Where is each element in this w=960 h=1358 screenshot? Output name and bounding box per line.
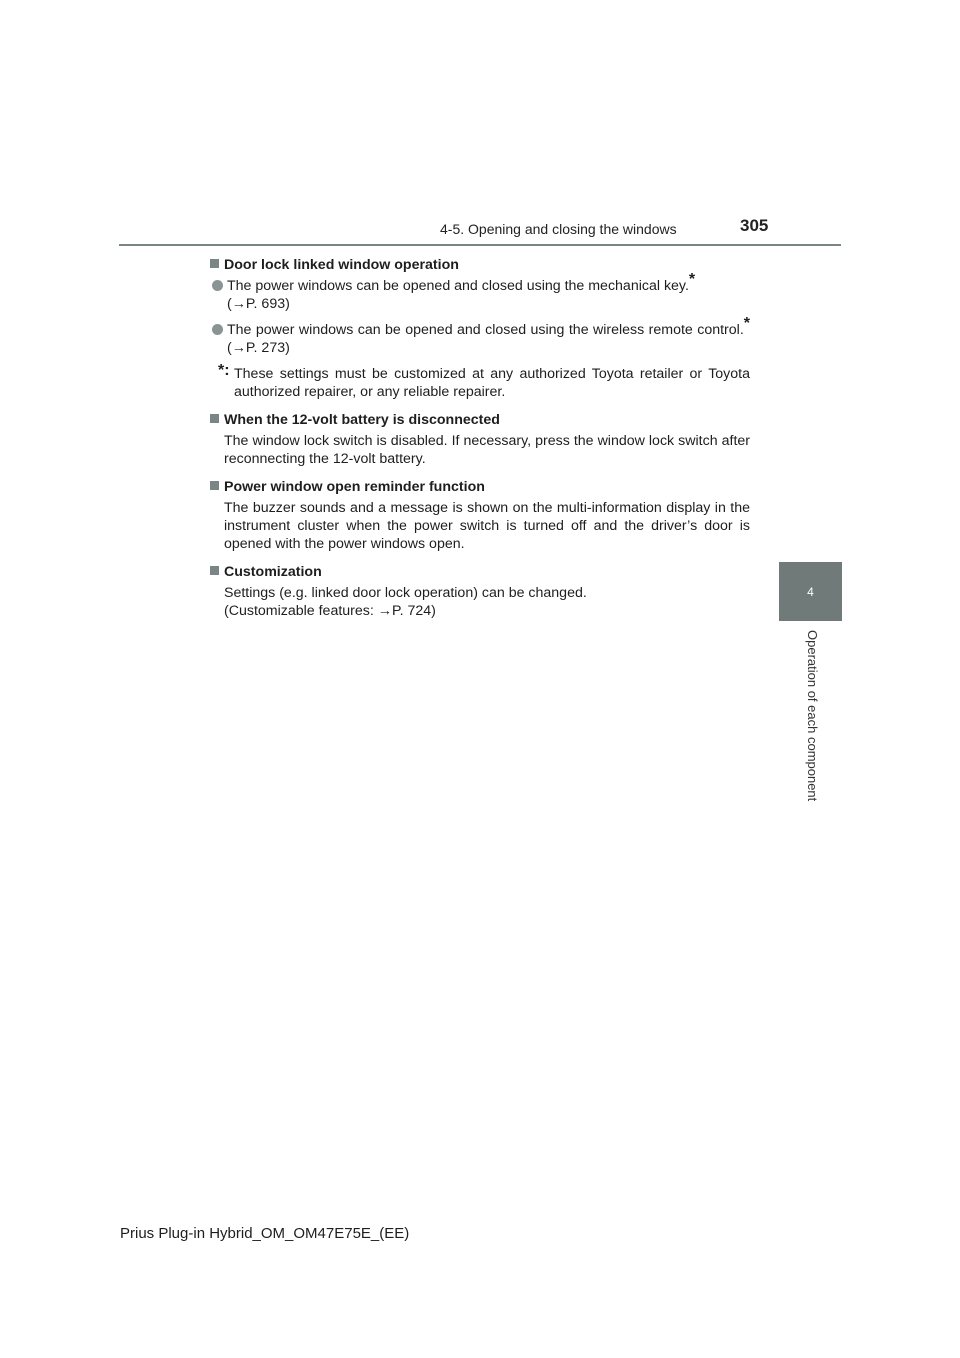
- footnote: [210, 362, 750, 401]
- body-line: Settings (e.g. linked door lock operation) can be changed.: [224, 585, 587, 601]
- page-content: [210, 256, 750, 630]
- asterisk-mark: *: [688, 271, 696, 288]
- section-header-title: 4-5. Opening and closing the windows: [440, 221, 677, 237]
- section-heading: [210, 411, 750, 429]
- header-divider: [119, 244, 841, 246]
- square-bullet-icon: [210, 259, 219, 268]
- section-body: The window lock switch is disabled. If necessary, press the window lock switch after reconnecting the 12-volt battery.: [224, 433, 750, 467]
- bullet-text: The power windows can be opened and closed using the wireless remote control.: [227, 322, 744, 338]
- section-customization: [210, 563, 750, 620]
- section-heading: [210, 563, 750, 581]
- section-body: [224, 584, 750, 620]
- section-open-reminder: [210, 478, 750, 553]
- footnote-text: These settings must be customized at any authorized Toyota retailer or Toyota authorized repairer, or any reliable repairer.: [234, 366, 750, 400]
- heading-text: Power window open reminder function: [224, 479, 485, 495]
- heading-text: Customization: [224, 564, 322, 580]
- heading-text: When the 12-volt battery is disconnected: [224, 412, 500, 428]
- section-heading: [210, 256, 750, 274]
- bullet-text: The power windows can be opened and closed using the mechanical key.: [227, 278, 689, 294]
- page-reference-link[interactable]: (Customizable features: →P. 724): [224, 603, 436, 619]
- circle-bullet-icon: [212, 324, 223, 335]
- page-number: 305: [740, 216, 769, 235]
- square-bullet-icon: [210, 481, 219, 490]
- chapter-label: Operation of each component: [805, 630, 820, 802]
- list-item: [210, 315, 750, 357]
- circle-bullet-icon: [212, 280, 223, 291]
- section-battery-disconnected: [210, 411, 750, 468]
- section-body: The buzzer sounds and a message is shown on the multi-information display in the instrument cluster when the power switch is turned off and the driver’s door is opened with the power windows open.: [224, 500, 750, 552]
- section-heading: [210, 478, 750, 496]
- chapter-number: 4: [807, 584, 814, 599]
- document-footer: Prius Plug-in Hybrid_OM_OM47E75E_(EE): [120, 1225, 410, 1242]
- list-item: [210, 271, 750, 313]
- footnote-mark: *:: [218, 362, 230, 379]
- section-door-lock-linked: [210, 256, 750, 401]
- page-reference-link[interactable]: (→P. 273): [227, 340, 290, 356]
- square-bullet-icon: [210, 566, 219, 575]
- heading-text: Door lock linked window operation: [224, 257, 459, 273]
- chapter-tab[interactable]: [779, 562, 842, 621]
- page-reference-link[interactable]: (→P. 693): [227, 296, 290, 312]
- asterisk-mark: *: [743, 315, 750, 332]
- square-bullet-icon: [210, 414, 219, 423]
